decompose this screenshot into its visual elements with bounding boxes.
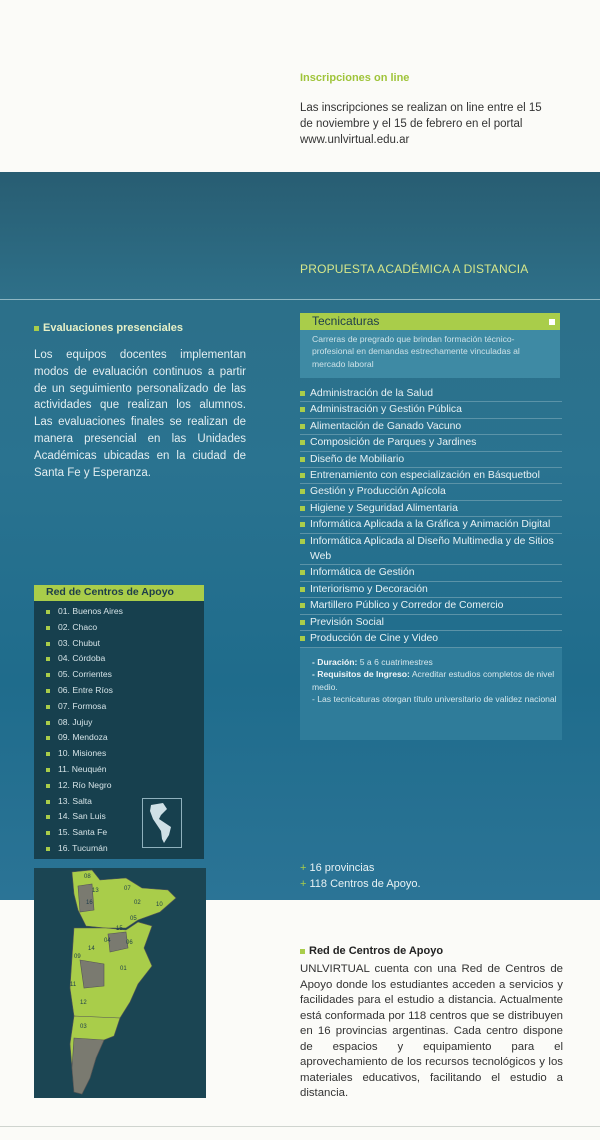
requisitos-value: Acreditar estudios completos de nivel medio. xyxy=(312,669,555,692)
map-label: 02 xyxy=(134,900,141,906)
tecnicaturas-notes xyxy=(312,656,558,706)
list-item: 12. Río Negro xyxy=(34,778,204,794)
evaluaciones-title: Evaluaciones presenciales xyxy=(43,322,184,334)
map-label: 15 xyxy=(116,926,123,932)
map-label: 09 xyxy=(74,954,81,960)
list-item: 01. Buenos Aires xyxy=(34,604,204,620)
list-item: Composición de Parques y Jardines xyxy=(300,435,562,451)
map-label: 04 xyxy=(104,938,111,944)
map-label: 10 xyxy=(156,902,163,908)
list-item: 04. Córdoba xyxy=(34,651,204,667)
section-title: PROPUESTA ACADÉMICA A DISTANCIA xyxy=(300,262,529,276)
red-info-heading xyxy=(300,945,443,957)
tecnicaturas-title: Tecnicaturas xyxy=(312,314,380,328)
list-item: Diseño de Mobiliario xyxy=(300,452,562,468)
requisitos-note xyxy=(312,668,558,693)
list-item: 07. Formosa xyxy=(34,699,204,715)
americas-locator-map xyxy=(142,798,182,848)
duracion-note xyxy=(312,656,558,668)
map-label: 07 xyxy=(124,886,131,892)
list-item: Martillero Público y Corredor de Comercio xyxy=(300,598,562,614)
list-item: 05. Corrientes xyxy=(34,667,204,683)
globe-icon xyxy=(143,799,181,847)
map-label: 08 xyxy=(84,874,91,880)
stats xyxy=(300,860,421,892)
inscripciones-heading: Inscripciones on line xyxy=(300,72,410,84)
inscripciones-text: Las inscripciones se realizan on line entre el 15 de noviembre y el 15 de febrero en el portal www.unlvirtual.edu.ar xyxy=(300,102,542,146)
evaluaciones-text: Los equipos docentes implementan modos de evaluación continuos a partir de un seguimiento personalizado de las actividades que realizan los alumnos. Las evaluaciones finales se realizan de manera presencial en las Unidades Académicas ubicadas en la ciudad de Santa Fe y Esperanza. xyxy=(34,349,246,479)
list-item: 16. Tucumán xyxy=(34,841,204,857)
list-item: Administración y Gestión Pública xyxy=(300,402,562,418)
map-label: 12 xyxy=(80,1000,87,1006)
red-info-text: UNLVIRTUAL cuenta con una Red de Centros de Apoyo donde los estudiantes acceden a servicios y facilidades para el estudio a distancia. Actualmente está conformada por 118 centros que se distribuyen en 16 provincias argentinas. Cada centro dispone de espacios y equipamiento para el aprovechamiento de los recursos tecnológicos y los materiales educativos, facilitando el estudio a distancia. xyxy=(300,963,563,1099)
map-label: 03 xyxy=(80,1024,87,1030)
map-label: 11 xyxy=(70,982,77,988)
map-label: 14 xyxy=(88,946,95,952)
map-label: 01 xyxy=(120,966,127,972)
list-item: Informática de Gestión xyxy=(300,565,562,581)
bullet-square-icon xyxy=(300,949,305,954)
argentina-map-svg xyxy=(34,868,206,1098)
duracion-label: - Duración: xyxy=(312,657,358,667)
stat-provincias-value: 16 provincias xyxy=(309,862,375,874)
teal-band-header xyxy=(0,172,600,300)
list-item: 14. San Luis xyxy=(34,809,204,825)
list-item: 03. Chubut xyxy=(34,636,204,652)
list-item: Administración de la Salud xyxy=(300,386,562,402)
red-centros-title: Red de Centros de Apoyo xyxy=(46,586,174,598)
argentina-map xyxy=(34,868,206,1098)
list-item: Entrenamiento con especialización en Básquetbol xyxy=(300,468,562,484)
map-label: 16 xyxy=(86,900,93,906)
square-icon xyxy=(549,319,555,325)
evaluaciones-heading xyxy=(34,322,183,334)
list-item: Informática Aplicada a la Gráfica y Animación Digital xyxy=(300,517,562,533)
list-item: Higiene y Seguridad Alimentaria xyxy=(300,501,562,517)
list-item: Producción de Cine y Video xyxy=(300,631,562,647)
map-label: 06 xyxy=(126,940,133,946)
stat-provincias xyxy=(300,860,421,876)
titulo-note: - Las tecnicaturas otorgan título universitario de validez nacional xyxy=(312,694,557,705)
list-item: Informática Aplicada al Diseño Multimedia y de Sitios Web xyxy=(300,534,562,566)
list-item: 10. Misiones xyxy=(34,746,204,762)
list-item: 09. Mendoza xyxy=(34,730,204,746)
divider xyxy=(0,1126,600,1127)
list-item: 02. Chaco xyxy=(34,620,204,636)
plus-icon: + xyxy=(300,878,307,890)
requisitos-label: - Requisitos de Ingreso: xyxy=(312,669,410,680)
map-label: 13 xyxy=(92,888,99,894)
stat-centros xyxy=(300,876,421,892)
list-item: Interiorismo y Decoración xyxy=(300,582,562,598)
plus-icon: + xyxy=(300,862,307,874)
list-item: Previsión Social xyxy=(300,615,562,631)
list-item: 13. Salta xyxy=(34,794,204,810)
tecnicaturas-description: Carreras de pregrado que brindan formación técnico-profesional en demandas estrechamente vinculadas al mercado laboral xyxy=(312,334,520,369)
stat-centros-value: 118 Centros de Apoyo. xyxy=(309,878,421,890)
bullet-square-icon xyxy=(34,326,39,331)
map-label: 05 xyxy=(130,916,137,922)
list-item: 08. Jujuy xyxy=(34,715,204,731)
list-item: Gestión y Producción Apícola xyxy=(300,484,562,500)
divider xyxy=(0,299,600,300)
list-item: 11. Neuquén xyxy=(34,762,204,778)
duracion-value: 5 a 6 cuatrimestres xyxy=(359,657,433,667)
tecnicaturas-list xyxy=(300,386,562,648)
list-item: 15. Santa Fe xyxy=(34,825,204,841)
list-item: 06. Entre Ríos xyxy=(34,683,204,699)
list-item: Alimentación de Ganado Vacuno xyxy=(300,419,562,435)
red-info-title: Red de Centros de Apoyo xyxy=(309,945,444,957)
